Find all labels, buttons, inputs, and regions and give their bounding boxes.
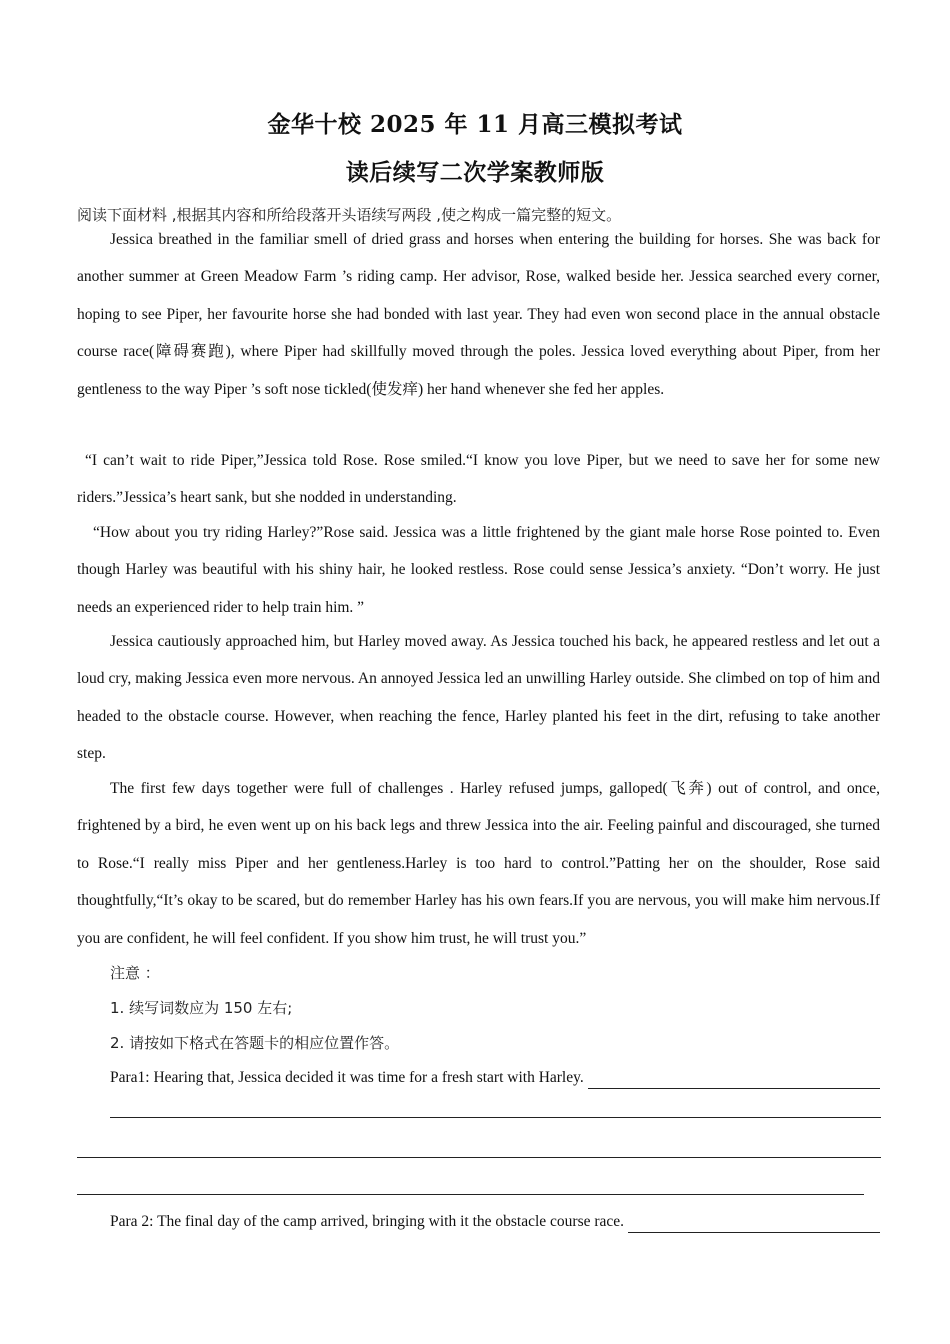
answer-line-2[interactable] xyxy=(77,1157,881,1158)
note-item-2: 2. 请按如下格式在答题卡的相应位置作答。 xyxy=(110,1034,400,1052)
story-paragraph-2: “I can’t wait to ride Piper,”Jessica told Rose. Rose smiled.“I know you love Piper, but we need to save her for some new riders.”Jessica’s heart sank, but she nodded in understanding. xyxy=(77,452,880,507)
story-paragraph-1: Jessica breathed in the familiar smell of dried grass and horses when entering the building for horses. She was back for another summer at Green Meadow Farm ’s riding camp. Her advisor, Rose, walked beside her. Jessica searched every corner, hoping to see Piper, her favourite horse she had bonded with last year. They had even won second place in the annual obstacle course race(障碍赛跑), where Piper had skillfully moved through the poles. Jessica loved everything about Piper, from her gentleness to the way Piper ’s soft nose tickled(使发痒) her hand whenever she fed her apples. xyxy=(77,231,880,398)
story-paragraph-5: The first few days together were full of challenges . Harley refused jumps, galloped(飞奔) out of control, and once, frightened by a bird, he even went up on his back legs and threw Jessica into the air. Feeling painful and discouraged, she turned to Rose.“I really miss Piper and her gentleness.Harley is too hard to control.”Patting her on the shoulder, Rose said thoughtfully,“It’s okay to be scared, but do remember Harley has his own fears.If you are nervous, you will make him nervous.If you are confident, he will feel confident. If you show him trust, he will trust you.” xyxy=(77,780,880,947)
task-instruction: 阅读下面材料 ,根据其内容和所给段落开头语续写两段 ,使之构成一篇完整的短文。 xyxy=(77,206,622,224)
para-1-prompt-text: Para1: Hearing that, Jessica decided it was time for a fresh start with Harley. xyxy=(110,1069,584,1086)
story-paragraph-4: Jessica cautiously approached him, but Harley moved away. As Jessica touched his back, he appeared restless and let out a loud cry, making Jessica even more nervous. An annoyed Jessica led an unwilling Harley outside. She climbed on top of him and headed to the obstacle course. However, when reaching the fence, Harley planted his feet in the dirt, refusing to take another step. xyxy=(77,633,880,763)
exam-subtitle: 读后续写二次学案教师版 xyxy=(345,159,605,186)
para-2-answer-blank[interactable] xyxy=(628,1216,880,1233)
para-2-prompt xyxy=(110,1211,880,1233)
exam-title: 金华十校 2025 年 11 月高三模拟考试 xyxy=(267,111,683,138)
para-1-prompt xyxy=(110,1067,880,1089)
para-1-answer-blank[interactable] xyxy=(588,1072,880,1089)
para-2-prompt-text: Para 2: The final day of the camp arrived, bringing with it the obstacle course race. xyxy=(110,1213,625,1230)
note-item-1: 1. 续写词数应为 150 左右; xyxy=(110,999,293,1017)
notes-heading: 注意 ： xyxy=(110,964,160,982)
story-paragraph-3: “How about you try riding Harley?”Rose said. Jessica was a little frightened by the giant male horse Rose pointed to. Even though Harley was beautiful with his shiny hair, he looked restless. Rose could sense Jessica’s anxiety. “Don’t worry. He just needs an experienced rider to help train him. ” xyxy=(77,524,880,616)
answer-line-1[interactable] xyxy=(110,1117,881,1118)
answer-line-3[interactable] xyxy=(77,1194,864,1195)
